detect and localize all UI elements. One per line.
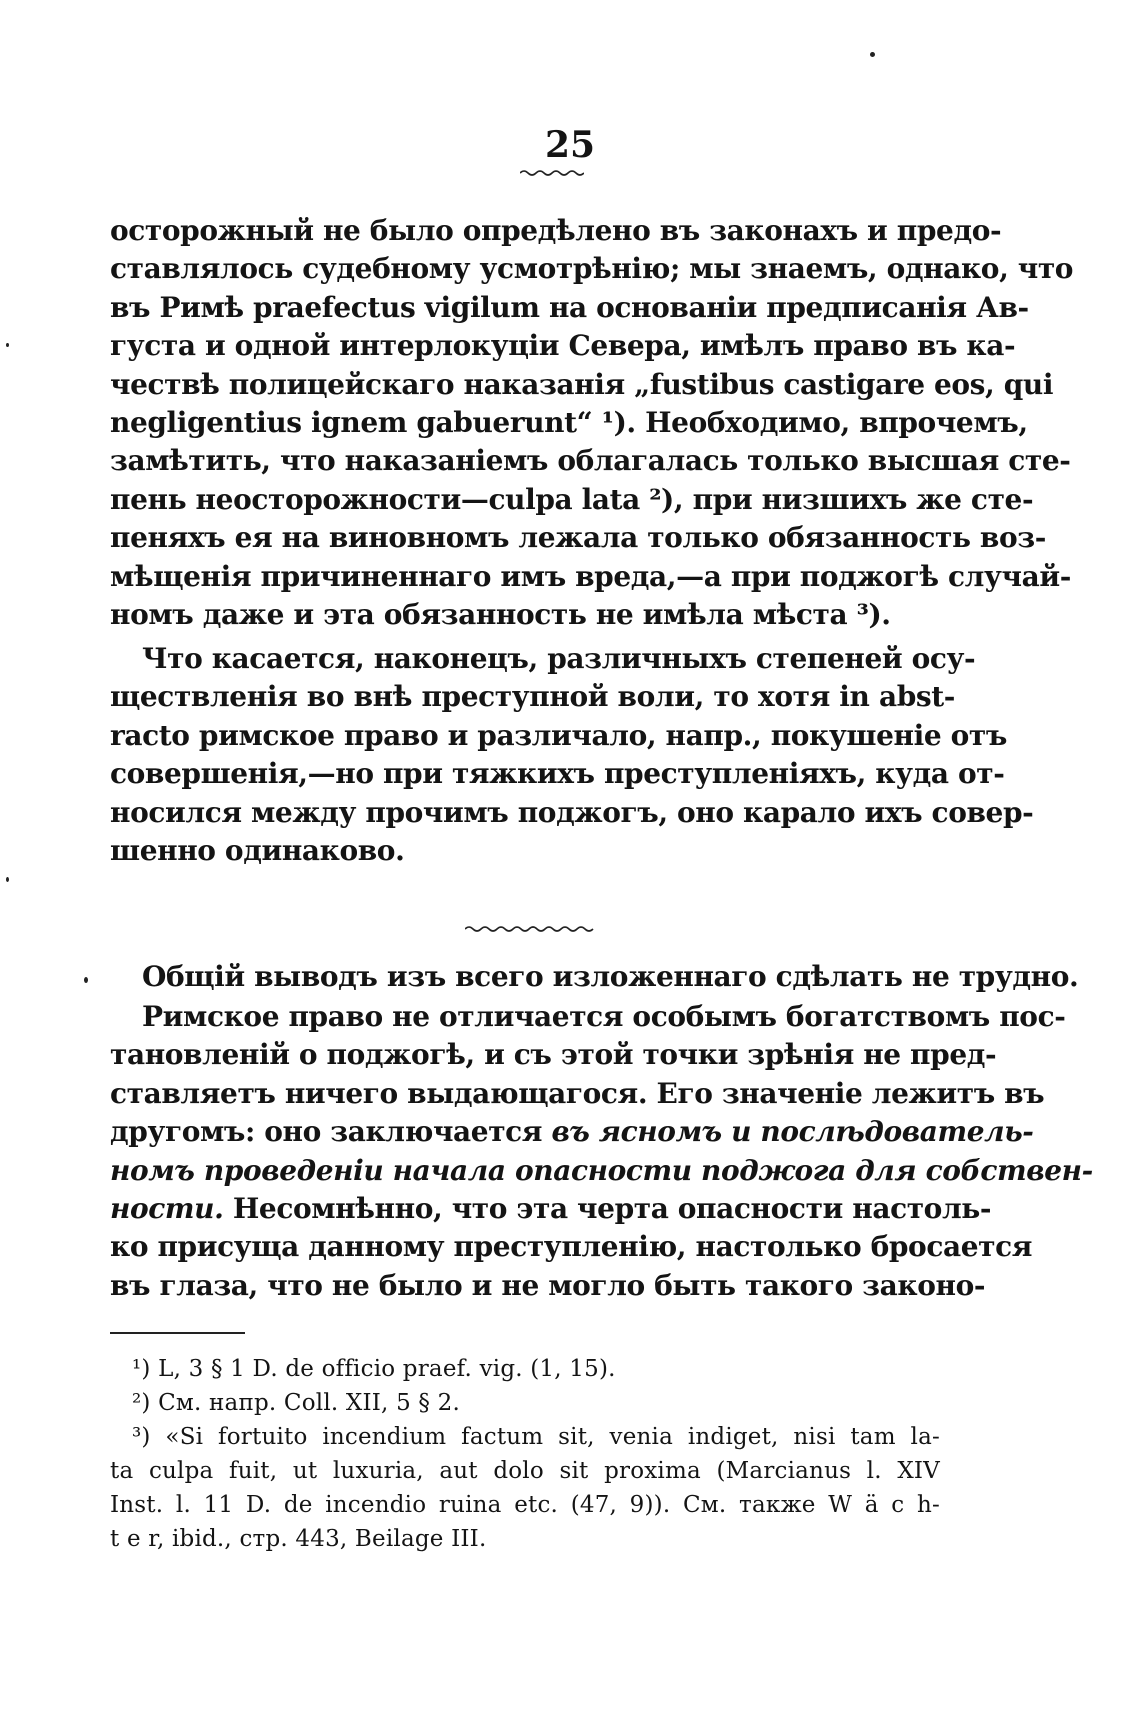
text-line: замѣтить, что наказаніемъ облагалась только высшая сте- <box>110 444 1071 478</box>
text-line: въ Римѣ praefectus vigilum на основаніи предписанія Ав- <box>110 290 1029 324</box>
footnote-3-line: ta culpa fuit, ut luxuria, aut dolo sit proxima (Marcianus l. XIV <box>110 1458 940 1484</box>
text-line: ставляетъ ничего выдающагося. Его значеніе лежитъ въ <box>110 1076 1045 1110</box>
text-span: другомъ: оно заключается <box>110 1115 543 1149</box>
paragraph-2 <box>110 640 1034 870</box>
text-line: тановленій о поджогѣ, и съ этой точки зрѣнія не пред- <box>110 1038 997 1072</box>
text-line: Римское право не отличается особымъ богатствомъ пос- <box>142 1000 1066 1033</box>
text-line: осторожный не было опредѣлено въ законахъ и предо- <box>110 214 1002 247</box>
text-line <box>110 1113 1034 1151</box>
text-line: Общій выводъ изъ всего изложеннаго сдѣлать не трудно. <box>142 960 1079 993</box>
text-line: мѣщенія причиненнаго имъ вреда,—а при поджогѣ случай- <box>110 559 1071 593</box>
text-line: носился между прочимъ поджогъ, оно карало ихъ совер- <box>110 795 1034 829</box>
text-line <box>110 1190 992 1228</box>
emphasis-text: ности. <box>110 1192 224 1226</box>
page-number: 25 <box>544 124 596 166</box>
footnote-3-line: t e r, ibid., стр. 443, Beilage III. <box>110 1526 487 1552</box>
footnote-2: ²) См. напр. Coll. XII, 5 § 2. <box>132 1390 460 1416</box>
scan-speck <box>870 52 875 57</box>
text-line: racto римское право и различало, напр., покушеніе отъ <box>110 718 1007 752</box>
emphasis-text: номъ проведеніи начала опасности поджога для собствен- <box>110 1153 1093 1187</box>
footnote-3-line: Inst. l. 11 D. de incendio ruina etc. (47, 9)). См. также W ä c h- <box>110 1492 940 1518</box>
scan-speck <box>6 343 9 347</box>
footnote-separator <box>110 1332 245 1334</box>
text-span: Несомнѣнно, что эта черта опасности настоль- <box>232 1192 992 1226</box>
text-line: Что касается, наконецъ, различныхъ степеней осу- <box>142 642 976 675</box>
text-line: шенно одинаково. <box>110 834 405 868</box>
text-line: пень неосторожности—culpa lata ²), при низшихъ же сте- <box>110 482 1034 516</box>
scan-speck <box>6 877 9 882</box>
text-line: ставлялось судебному усмотрѣнію; мы знаемъ, однако, что <box>110 252 1074 286</box>
footnote-3-line: ³) «Si fortuito incendium factum sit, venia indiget, nisi tam la- <box>132 1424 940 1450</box>
text-line: ко присуща данному преступленію, настолько бросается <box>110 1230 1033 1264</box>
text-line: negligentius ignem gabuerunt“ ¹). Необходимо, впрочемъ, <box>110 406 1028 440</box>
text-line: номъ даже и эта обязанность не имѣла мѣста ³). <box>110 598 891 632</box>
paragraph-1 <box>110 212 1074 634</box>
text-line: густа и одной интерлокуціи Севера, имѣлъ право въ ка- <box>110 329 1016 363</box>
text-line: въ глаза, что не было и не могло быть такого законо- <box>110 1268 986 1302</box>
text-line: совершенія,—но при тяжкихъ преступленіяхъ, куда от- <box>110 757 1005 791</box>
paragraph-4 <box>110 998 1093 1305</box>
text-line: ществленія во внѣ преступной воли, то хотя in abst- <box>110 680 955 714</box>
text-line: чествѣ полицейскаго наказанія „fustibus castigare eos, qui <box>110 367 1054 401</box>
paragraph-3 <box>110 958 1079 996</box>
footnotes <box>110 1352 940 1556</box>
emphasis-text: въ ясномъ и послѣдователь- <box>551 1115 1034 1149</box>
section-divider-ornament <box>465 924 595 934</box>
text-line: пеняхъ ея на виновномъ лежала только обязанность воз- <box>110 521 1046 555</box>
footnote-1: ¹) L, 3 § 1 D. de officio praef. vig. (1, 15). <box>132 1356 616 1382</box>
page-number-ornament <box>520 168 584 178</box>
scan-speck <box>84 977 88 983</box>
